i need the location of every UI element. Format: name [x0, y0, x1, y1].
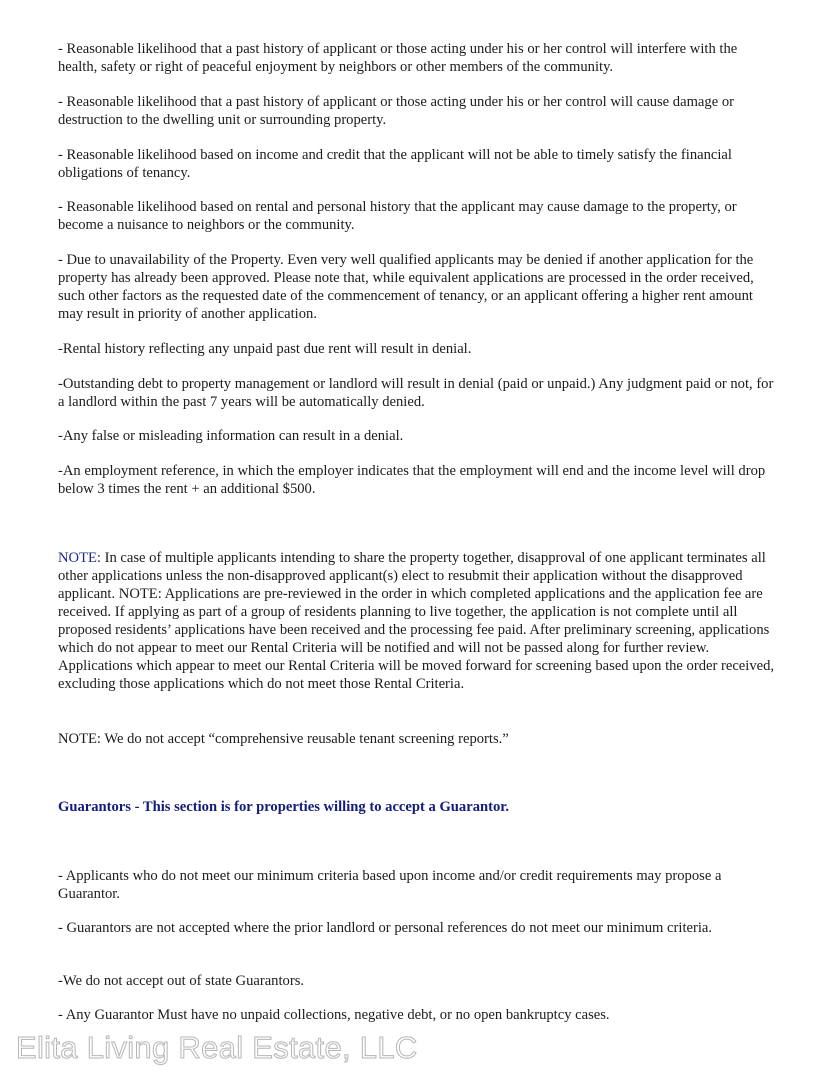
guarantor-rule-no-collections: - Any Guarantor Must have no unpaid collections, negative debt, or no open bankruptcy cases.: [58, 1007, 610, 1023]
denial-reason-unavailability: - Due to unavailability of the Property. Even very well qualified applicants may be denied if another application for the property has already been approved. Please note that, while equivalent applications are processed in the order received, such other factors as the requested date of the commencement of tenancy, or an applicant offering a higher rent amount may result in priority of another application.: [58, 252, 754, 322]
guarantors-heading: Guarantors - This section is for properties willing to accept a Guarantor.: [58, 799, 510, 815]
denial-reason-employment: -An employment reference, in which the employer indicates that the employment will end and the income level will drop below 3 times the rent + an additional $500.: [58, 463, 766, 497]
denial-reason-nuisance: - Reasonable likelihood based on rental and personal history that the applicant may cause damage to the property, or become a nuisance to neighbors or the community.: [58, 199, 737, 233]
note-multiple-applicants: [58, 549, 776, 693]
denial-reason-income-credit: - Reasonable likelihood based on income and credit that the applicant will not be able to timely satisfy the financial obligations of tenancy.: [58, 147, 732, 181]
guarantor-rule-out-of-state: -We do not accept out of state Guarantors.: [58, 973, 305, 989]
company-watermark: Elita Living Real Estate, LLC: [16, 1030, 418, 1065]
denial-reason-property-damage: - Reasonable likelihood that a past history of applicant or those acting under his or her control will cause damage or destruction to the dwelling unit or surrounding property.: [58, 94, 734, 128]
note-screening-reports: NOTE: We do not accept “comprehensive reusable tenant screening reports.”: [58, 731, 509, 747]
denial-reason-false-info: -Any false or misleading information can result in a denial.: [58, 428, 404, 444]
note-multiple-text: In case of multiple applicants intending to share the property together, disapproval of one applicant terminates all other applications unless the non-disapproved applicant(s) elect to resubmit their application without the disapproved applicant. NOTE: Applications are pre-reviewed in the order in which completed applications and the application fee are received. If applying as part of a group of residents planning to live together, the application is not complete until all proposed residents’ applications have been received and the processing fee paid. After preliminary screening, applications which do not appear to meet our Rental Criteria will be notified and will not be passed along for further review. Applications which appear to meet our Rental Criteria will be moved forward for screening based upon the order received, excluding those applications which do not meet those Rental Criteria.: [58, 550, 775, 692]
guarantor-rule-references: - Guarantors are not accepted where the prior landlord or personal references do not meet our minimum criteria.: [58, 920, 713, 936]
denial-reason-health-safety: - Reasonable likelihood that a past history of applicant or those acting under his or her control will interfere with the health, safety or right of peaceful enjoyment by neighbors or other members of the community.: [58, 41, 738, 75]
guarantor-rule-propose: - Applicants who do not meet our minimum criteria based upon income and/or credit requirements may propose a Guarantor.: [58, 868, 722, 902]
denial-reason-unpaid-rent: -Rental history reflecting any unpaid past due rent will result in denial.: [58, 341, 472, 357]
note-label: NOTE:: [58, 550, 101, 566]
denial-reason-outstanding-debt: -Outstanding debt to property management or landlord will result in denial (paid or unpaid.) Any judgment paid or not, for a landlord within the past 7 years will be automatically denied.: [58, 376, 774, 410]
